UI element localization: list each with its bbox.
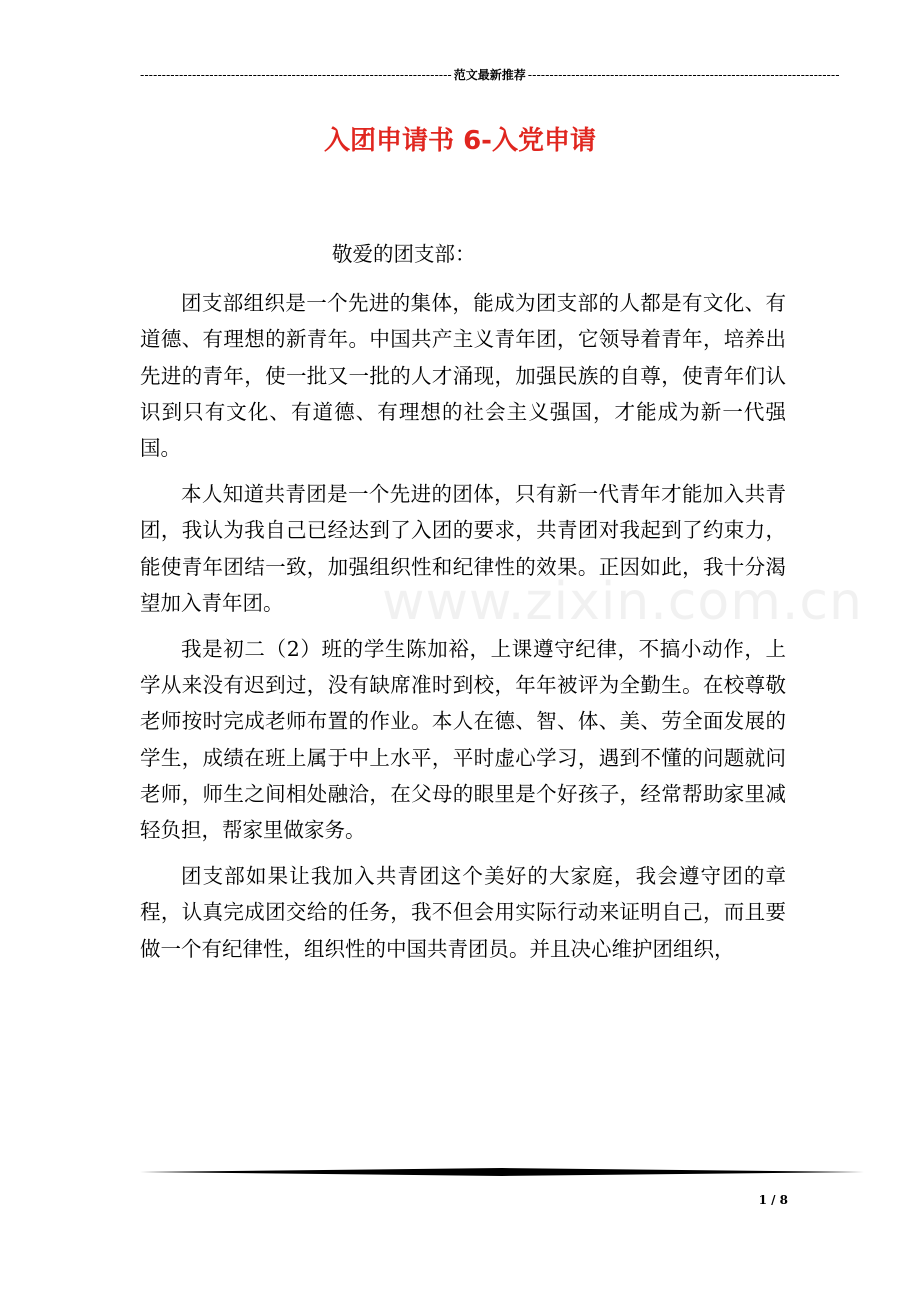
header-label: 范文最新推荐	[453, 68, 526, 82]
header-dashes-right: ------------------------------------------------------------------------	[527, 67, 840, 82]
paragraph: 团支部组织是一个先进的集体，能成为团支部的人都是有文化、有道德、有理想的新青年。中国共产主义青年团，它领导着青年，培养出先进的青年，使一批又一批的人才涌现，加强民族的自尊，使青年们认识到只有文化、有道德、有理想的社会主义强国，才能成为新一代强国。	[140, 291, 786, 461]
document-title: 入团申请书 6-入党申请	[324, 126, 596, 156]
header-dashes-left: ------------------------------------------------------------------------	[140, 67, 452, 82]
paragraph: 我是初二（2）班的学生陈加裕，上课遵守纪律，不搞小动作，上学从来没有迟到过，没有缺席准时到校，年年被评为全勤生。在校尊敬老师按时完成老师布置的作业。本人在德、智、体、美、劳全面发展的学生，成绩在班上属于中上水平，平时虚心学习，遇到不懂的问题就问老师，师生之间相处融洽，在父母的眼里是个好孩子，经常帮助家里减轻负担，帮家里做家务。	[140, 637, 786, 843]
watermark: www.zixin.com.cn	[382, 572, 863, 632]
paragraph: 本人知道共青团是一个先进的团体，只有新一代青年才能加入共青团，我认为我自己已经达到了入团的要求，共青团对我起到了约束力，能使青年团结一致，加强组织性和纪律性的效果。正因如此，我十分渴望加入青年团。	[140, 482, 786, 615]
paragraph: 团支部如果让我加入共青团这个美好的大家庭，我会遵守团的章程，认真完成团交给的任务，我不但会用实际行动来证明自己，而且要做一个有纪律性，组织性的中国共青团员。并且决心维护团组织，	[140, 864, 786, 961]
page-header	[140, 66, 840, 83]
page-number: 1 / 8	[758, 1193, 788, 1207]
footer-rule	[140, 1166, 864, 1178]
document-body	[140, 236, 786, 967]
salutation: 敬爱的团支部：	[332, 242, 476, 266]
